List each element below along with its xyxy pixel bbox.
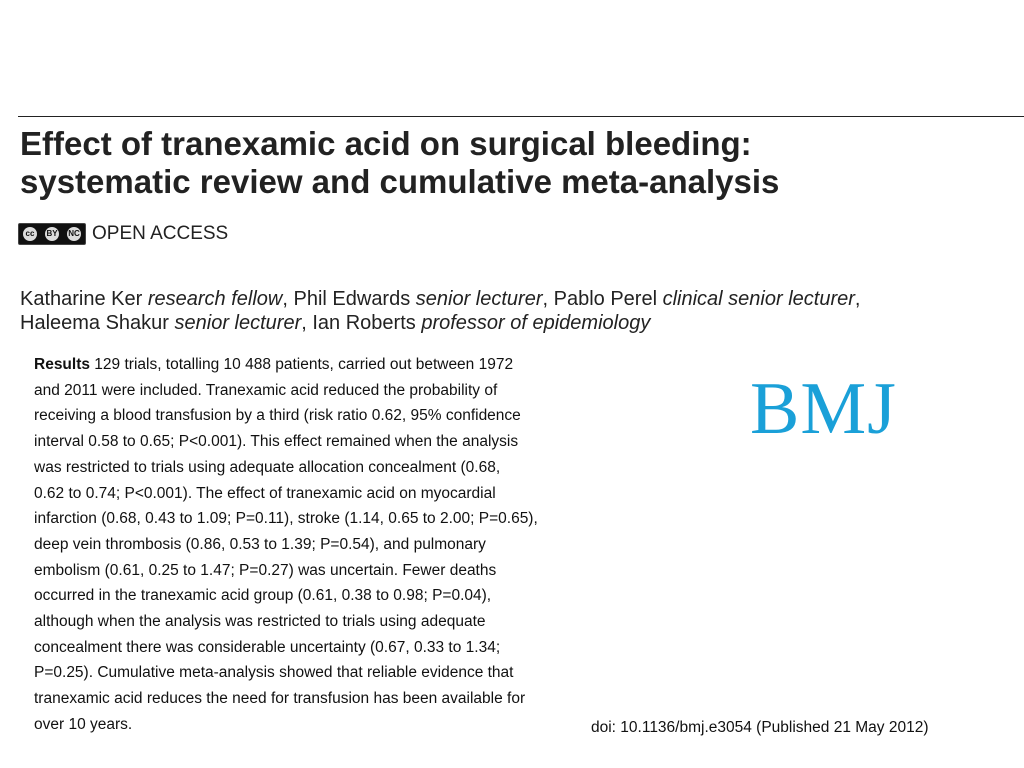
abstract-line: although when the analysis was restricted to trials using adequate [34,613,486,631]
author-row-2: Haleema Shakur senior lecturer, Ian Roberts professor of epidemiology [20,312,651,334]
abstract-line: 0.62 to 0.74; P<0.001). The effect of tranexamic acid on myocardial [34,484,496,502]
abstract-line: embolism (0.61, 0.25 to 1.47; P=0.27) was uncertain. Fewer deaths [34,561,497,579]
author-name: Haleema Shakur [20,312,169,334]
title-line-2: systematic review and cumulative meta-analysis [20,163,780,200]
results-heading: Results [34,356,90,373]
abstract-line: occurred in the tranexamic acid group (0.61, 0.38 to 0.98; P=0.04), [34,587,492,605]
doi-citation: doi: 10.1136/bmj.e3054 (Published 21 May 2012) [591,719,929,736]
nc-icon: NC [67,227,81,241]
abstract-line: infarction (0.68, 0.43 to 1.09; P=0.11), stroke (1.14, 0.65 to 2.00; P=0.65), [34,510,538,528]
abstract-line: interval 0.58 to 0.65; P<0.001). This effect remained when the analysis [34,433,519,451]
author-name: Phil Edwards [293,288,411,310]
bmj-logo: BMJ [750,368,897,450]
author-name: Pablo Perel [553,288,658,310]
author-role: research fellow [147,288,283,310]
abstract-line: deep vein thrombosis (0.86, 0.53 to 1.39; P=0.54), and pulmonary [34,535,486,553]
abstract-line: Results 129 trials, totalling 10 488 patients, carried out between 1972 [34,356,514,373]
author-role: senior lecturer [415,288,543,310]
cc-by-nc-icon[interactable] [18,223,86,245]
abstract-line: P=0.25). Cumulative meta-analysis showed that reliable evidence that [34,664,514,682]
author-row-1: Katharine Ker research fellow, Phil Edwards senior lecturer, Pablo Perel clinical senior lecturer, [20,288,861,310]
abstract-results [34,352,579,738]
author-role: senior lecturer [174,312,302,334]
author-role: professor of epidemiology [421,312,651,334]
by-icon: BY [45,227,59,241]
abstract-line: over 10 years. [34,715,133,733]
abstract-line: receiving a blood transfusion by a third (risk ratio 0.62, 95% confidence [34,407,521,425]
author-list [20,287,1020,335]
abstract-line: and 2011 were included. Tranexamic acid reduced the probability of [34,381,498,399]
author-role: clinical senior lecturer [662,288,855,310]
cc-icon: cc [23,227,37,241]
author-name: Ian Roberts [312,312,416,334]
open-access-row [18,222,228,246]
header-rule [18,116,1024,117]
open-access-label: OPEN ACCESS [92,223,229,244]
title-line-1: Effect of tranexamic acid on surgical bleeding: [20,125,752,162]
paper-title [20,125,1010,201]
abstract-line: tranexamic acid reduces the need for transfusion has been available for [34,690,526,708]
abstract-line: was restricted to trials using adequate allocation concealment (0.68, [34,458,501,476]
abstract-line: concealment there was considerable uncertainty (0.67, 0.33 to 1.34; [34,638,501,656]
author-name: Katharine Ker [20,288,143,310]
